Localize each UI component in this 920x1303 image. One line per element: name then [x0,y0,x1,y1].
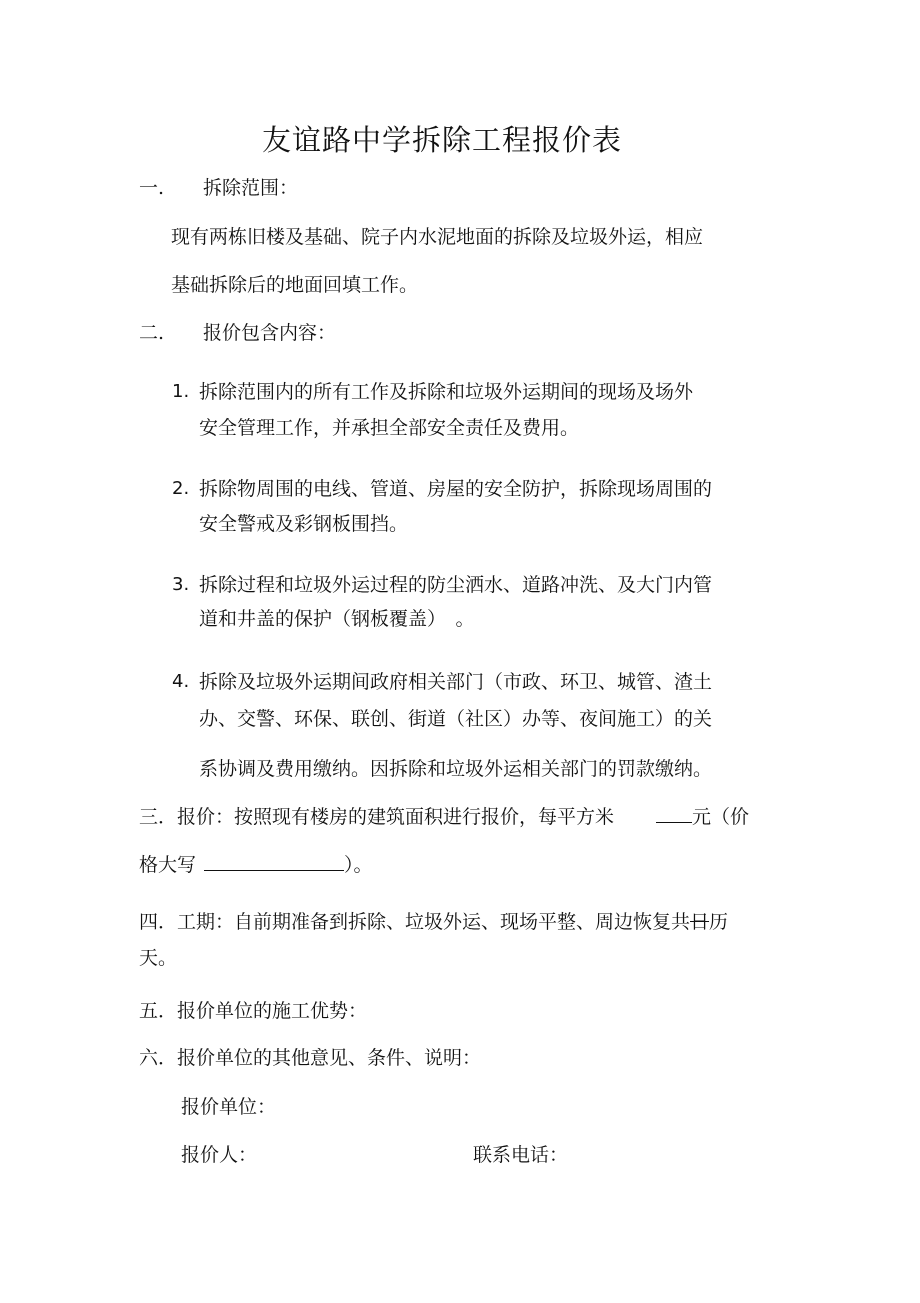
section-4-line-2: 天。 [139,947,178,969]
section-2-heading: 报价包含内容： [203,322,337,344]
item-1-line-1: 拆除范围内的所有工作及拆除和垃圾外运期间的现场及场外 [199,381,694,403]
section-5: 五．报价单位的施工优势： [139,1000,368,1022]
item-3-line-2: 道和井盖的保护（钢板覆盖） 。 [199,608,475,630]
section-3-text-b: 元（价 [692,806,750,828]
item-2-line-1: 拆除物周围的电线、管道、房屋的安全防护，拆除现场周围的 [199,478,713,500]
item-2-number: 2. [172,478,190,499]
section-3-line-1 [139,804,749,829]
price-in-words-blank [204,852,344,871]
section-6: 六．报价单位的其他意见、条件、说明： [139,1047,482,1069]
contact-phone-label: 联系电话： [473,1144,569,1166]
item-3-number: 3. [172,574,190,595]
item-4-line-1: 拆除及垃圾外运期间政府相关部门（市政、环卫、城管、渣土 [199,671,713,693]
page-title: 友谊路中学拆除工程报价表 [261,123,622,157]
section-4-text-a: 四．工期：自前期准备到拆除、垃圾外运、现场平整、周边恢复共 [139,911,691,933]
quoting-unit-label: 报价单位： [181,1096,277,1118]
price-per-sqm-blank [656,804,692,823]
section-1-number: 一. [139,177,165,199]
section-4-strike-text: 日 [690,911,710,933]
section-3-text-c: 格大写 [139,854,197,876]
section-1-heading: 拆除范围： [203,177,299,199]
item-4-number: 4. [172,671,190,692]
section-1-line-1: 现有两栋旧楼及基础、院子内水泥地面的拆除及垃圾外运，相应 [171,226,704,248]
section-3-line-2 [139,852,373,877]
section-3-text-a: 三．报价：按照现有楼房的建筑面积进行报价，每平方米 [139,806,615,828]
item-4-line-2: 办、交警、环保、联创、街道（社区）办等、夜间施工）的关 [199,708,713,730]
item-4-line-3: 系协调及费用缴纳。因拆除和垃圾外运相关部门的罚款缴纳。 [199,758,713,780]
section-1-line-2: 基础拆除后的地面回填工作。 [171,274,419,296]
section-2-number: 二. [139,322,165,344]
quoter-label: 报价人： [181,1144,258,1166]
section-4-line-1 [139,910,728,934]
section-4-text-b: 历 [709,911,729,933]
item-1-number: 1. [172,381,190,402]
item-1-line-2: 安全管理工作，并承担全部安全责任及费用。 [199,417,580,439]
item-2-line-2: 安全警戒及彩钢板围挡。 [199,513,409,535]
section-3-text-d: ）。 [344,854,373,876]
item-3-line-1: 拆除过程和垃圾外运过程的防尘洒水、道路冲洗、及大门内管 [199,574,713,596]
